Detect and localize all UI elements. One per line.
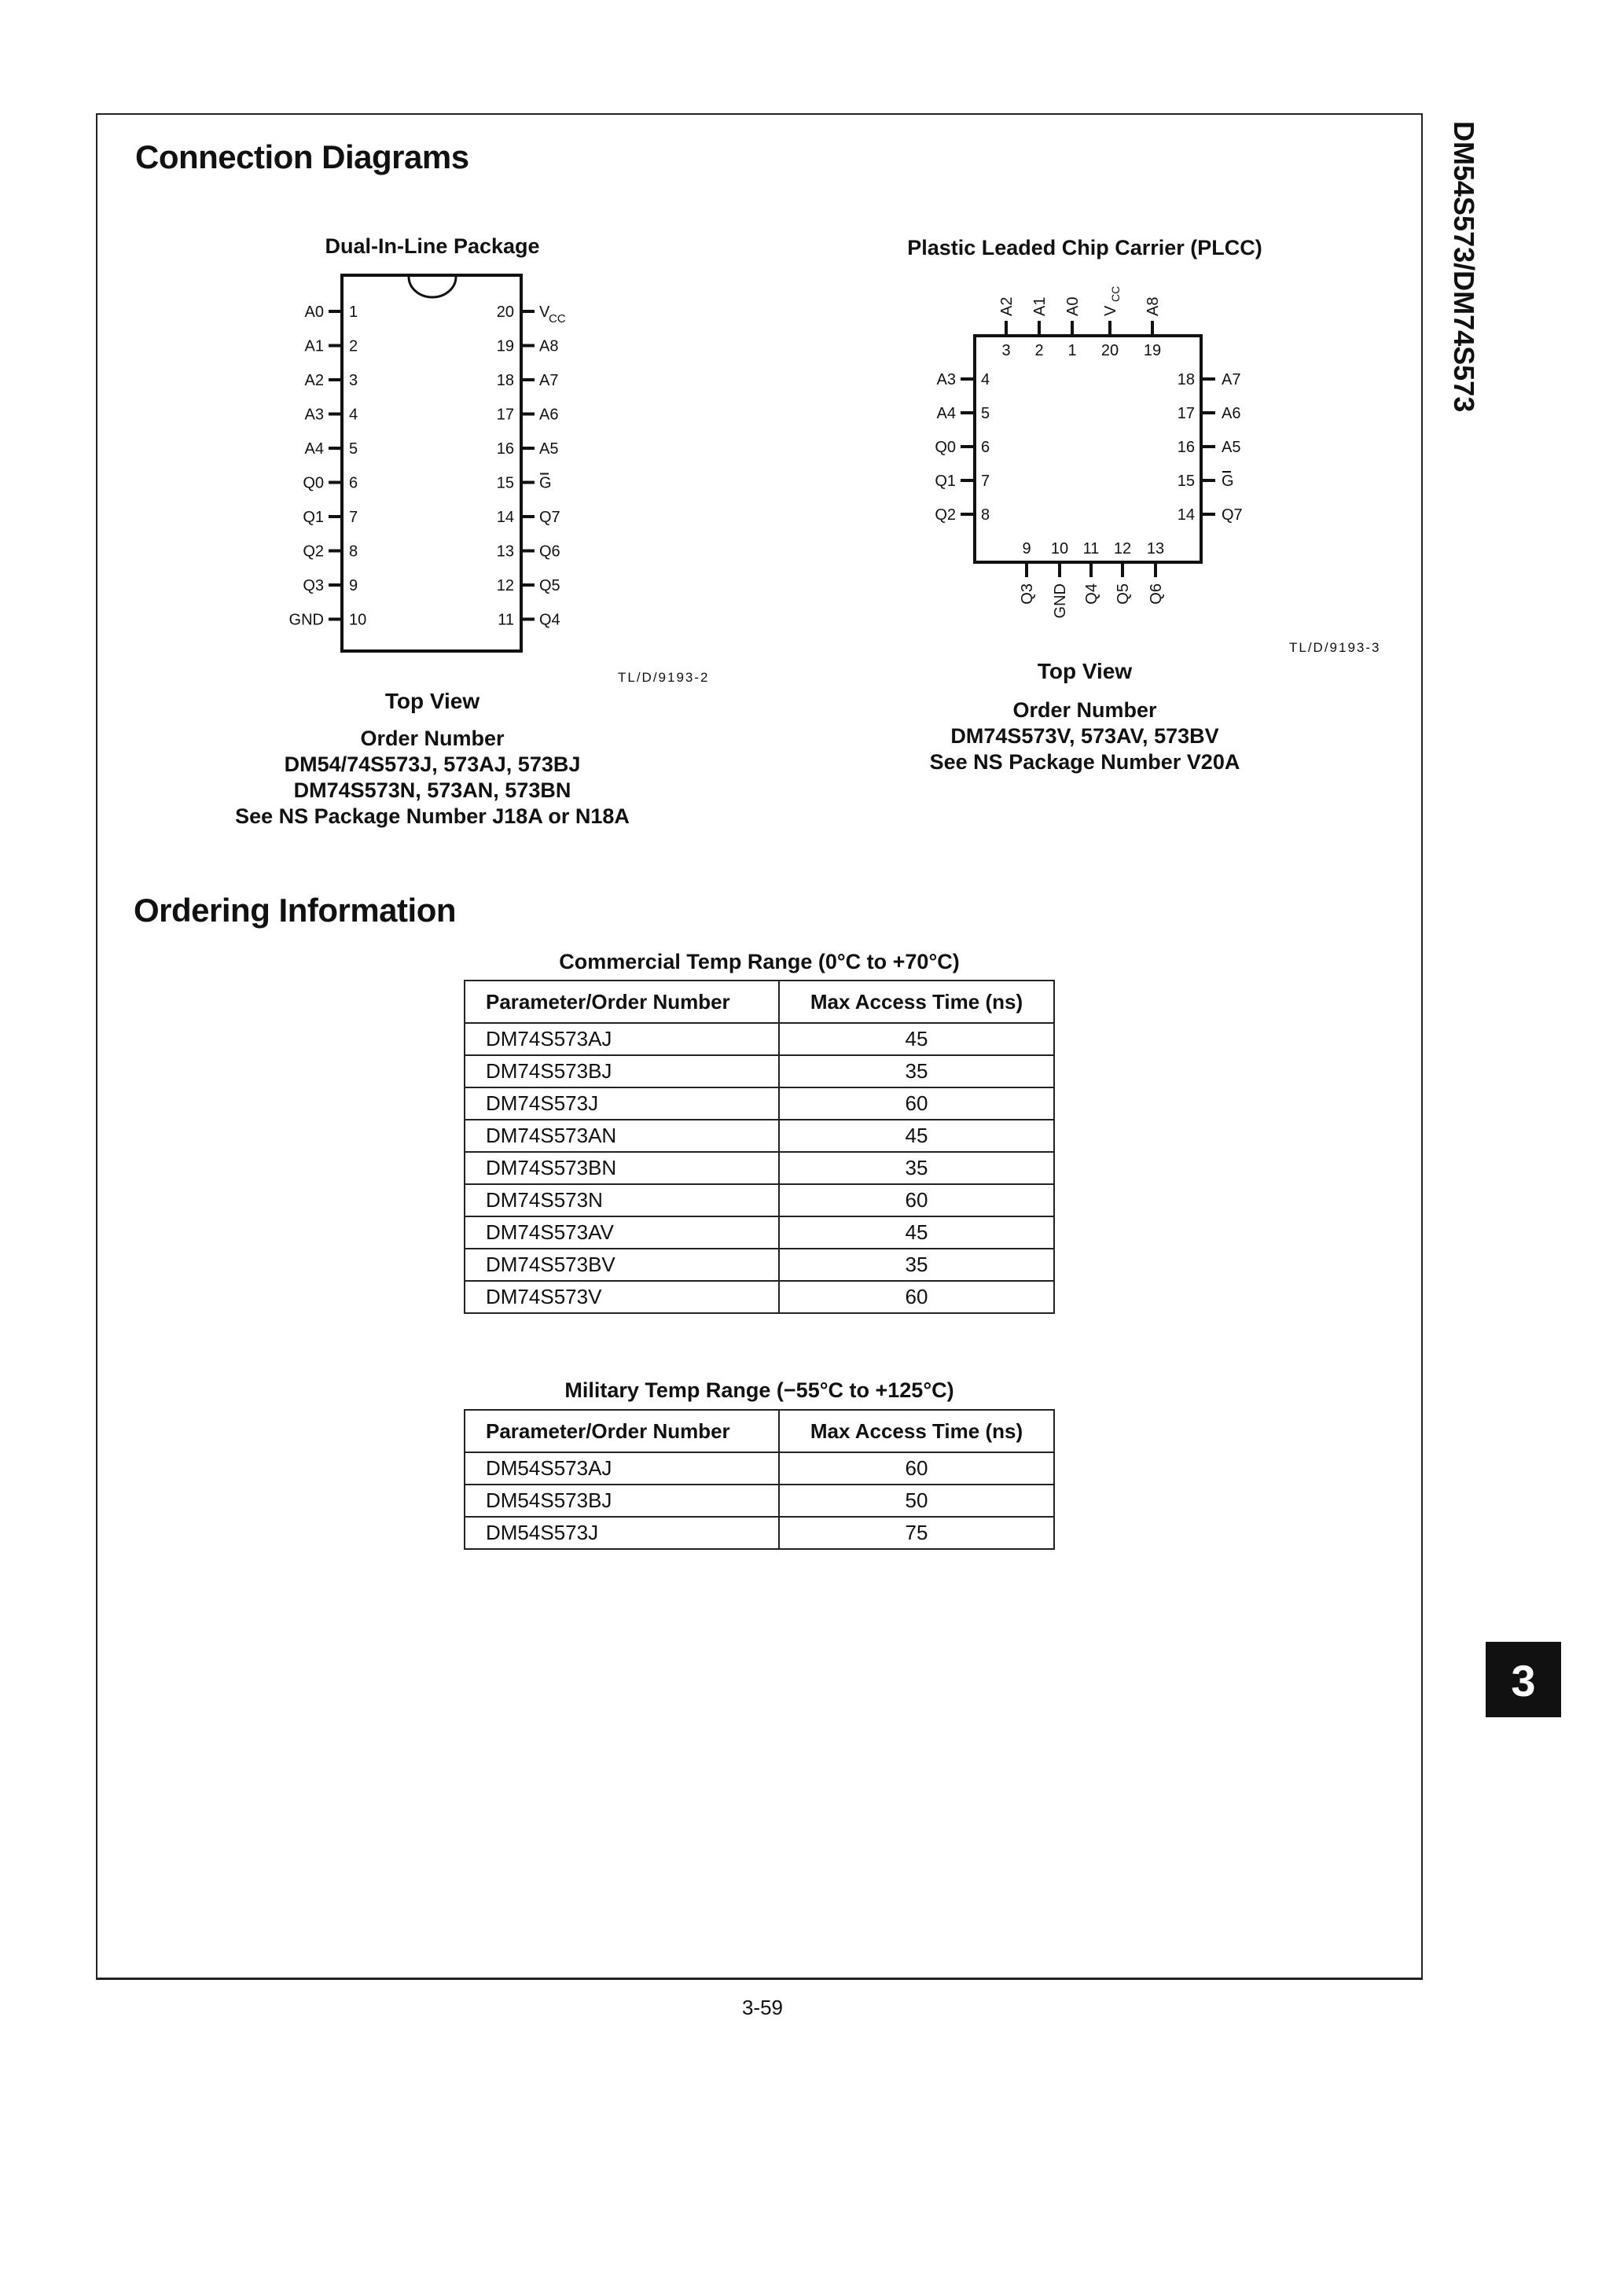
plcc-bottom-label: Q3: [1019, 583, 1036, 605]
plcc-vcc-subscript: CC: [1109, 285, 1122, 302]
plcc-bottom-label: Q5: [1115, 583, 1132, 605]
dip-right-number: 19: [496, 337, 514, 355]
plcc-left-label: Q2: [935, 506, 956, 524]
dip-left-label: A4: [304, 440, 324, 458]
plcc-left-label: Q0: [935, 439, 956, 456]
plcc-right-label: Q7: [1222, 506, 1243, 524]
order-number-cell: DM74S573AN: [465, 1120, 779, 1152]
plcc-right-label: A6: [1222, 405, 1241, 422]
plcc-top-number: 20: [1100, 342, 1119, 359]
plcc-top-number: 1: [1067, 342, 1077, 359]
plcc-order-line1: DM74S573V, 573AV, 573BV: [950, 724, 1219, 748]
dip-order-line1: DM54/74S573J, 573AJ, 573BJ: [284, 752, 581, 776]
plcc-right-number: 17: [1177, 405, 1195, 422]
plcc-right-number: 16: [1177, 439, 1195, 456]
dip-title: Dual-In-Line Package: [325, 234, 540, 258]
table-row: [465, 1087, 1054, 1120]
table-row: [465, 1452, 1054, 1485]
order-number-cell: DM74S573J: [465, 1087, 779, 1120]
dip-left-label: Q3: [303, 577, 324, 594]
plcc-right-label: G: [1222, 473, 1234, 490]
dip-right-number: 14: [496, 509, 514, 526]
dip-right-number: 12: [496, 577, 514, 594]
dip-left-number: 3: [349, 372, 358, 389]
plcc-bottom-number: 11: [1082, 540, 1100, 557]
dip-right-number: 11: [498, 611, 514, 629]
ordering-heading: Ordering Information: [134, 892, 456, 929]
access-time-cell: 45: [779, 1120, 1054, 1152]
order-number-cell: DM54S573J: [465, 1517, 779, 1549]
access-time-cell: 50: [779, 1485, 1054, 1517]
dip-left-number: 6: [349, 474, 358, 492]
plcc-right-number: 18: [1177, 371, 1195, 388]
order-number-cell: DM74S573AJ: [465, 1023, 779, 1055]
dip-right-number: 20: [496, 304, 514, 321]
dip-body: [342, 275, 521, 651]
table-row: [465, 1517, 1054, 1549]
dip-left-number: 1: [349, 304, 358, 321]
plcc-right-number: 14: [1177, 506, 1195, 524]
dip-left-number: 4: [349, 406, 358, 424]
dip-left-number: 2: [349, 337, 358, 355]
dip-left-label: Q2: [303, 543, 324, 561]
dip-right-label: Q4: [539, 611, 560, 629]
plcc-tl-code: TL/D/9193-3: [1289, 640, 1381, 655]
dip-right-label: A6: [539, 406, 559, 424]
order-number-cell: DM74S573BJ: [465, 1055, 779, 1087]
dip-right-label: Q5: [539, 577, 560, 594]
plcc-top-label: V: [1102, 305, 1119, 316]
access-time-cell: 45: [779, 1216, 1054, 1249]
dip-right-label: Q6: [539, 543, 560, 561]
dip-left-number: 5: [349, 440, 358, 458]
plcc-right-number: 15: [1177, 473, 1195, 490]
connection-heading: Connection Diagrams: [135, 138, 469, 175]
dip-right-number: 17: [496, 406, 514, 424]
dip-left-label: A1: [304, 337, 324, 355]
military-header-row: [465, 1410, 1054, 1452]
access-time-cell: 60: [779, 1281, 1054, 1313]
table-row: [465, 1055, 1054, 1087]
order-number-cell: DM74S573V: [465, 1281, 779, 1313]
access-time-cell: 60: [779, 1452, 1054, 1485]
dip-diagram: [267, 267, 613, 676]
plcc-bottom-label: Q4: [1083, 583, 1100, 605]
plcc-bottom-label: Q6: [1148, 583, 1165, 605]
plcc-order-heading: Order Number: [1012, 698, 1157, 722]
plcc-left-number: 4: [981, 371, 990, 388]
military-table: [464, 1409, 1055, 1550]
commercial-title: Commercial Temp Range (0°C to +70°C): [559, 950, 960, 973]
dip-right-number: 15: [496, 474, 514, 492]
dip-tl-code: TL/D/9193-2: [618, 670, 710, 685]
dip-right-number: 18: [496, 372, 514, 389]
access-time-cell: 75: [779, 1517, 1054, 1549]
page-number: 3-59: [741, 1996, 784, 2019]
dip-left-label: A3: [304, 406, 324, 424]
plcc-top-label: A8: [1145, 296, 1162, 316]
dip-left-label: A2: [304, 372, 324, 389]
dip-left-label: GND: [288, 611, 324, 629]
commercial-header-param: Parameter/Order Number: [465, 981, 779, 1023]
access-time-cell: 60: [779, 1087, 1054, 1120]
dip-right-label: V: [539, 304, 550, 321]
plcc-left-number: 6: [981, 439, 990, 456]
table-row: [465, 1485, 1054, 1517]
section-tab: 3: [1486, 1642, 1561, 1717]
access-time-cell: 35: [779, 1152, 1054, 1184]
plcc-body: [975, 336, 1201, 562]
plcc-top-number: 3: [1001, 342, 1011, 359]
dip-right-number: 16: [496, 440, 514, 458]
military-title: Military Temp Range (−55°C to +125°C): [564, 1378, 954, 1402]
table-row: [465, 1249, 1054, 1281]
military-header-time: Max Access Time (ns): [779, 1410, 1054, 1452]
order-number-cell: DM54S573BJ: [465, 1485, 779, 1517]
plcc-left-label: A3: [936, 371, 956, 388]
access-time-cell: 45: [779, 1023, 1054, 1055]
plcc-left-number: 7: [981, 473, 990, 490]
table-row: [465, 1216, 1054, 1249]
dip-left-number: 10: [349, 611, 367, 629]
plcc-right-label: A5: [1222, 439, 1241, 456]
access-time-cell: 35: [779, 1055, 1054, 1087]
plcc-bottom-number: 10: [1050, 540, 1069, 557]
dip-left-number: 9: [349, 577, 358, 594]
dip-right-label: A7: [539, 372, 559, 389]
order-number-cell: DM74S573AV: [465, 1216, 779, 1249]
plcc-bottom-number: 13: [1146, 540, 1165, 557]
dip-left-number: 8: [349, 543, 358, 561]
plcc-bottom-number: 12: [1113, 540, 1132, 557]
dip-right-label: A5: [539, 440, 559, 458]
plcc-diagram: [904, 275, 1297, 629]
plcc-top-view: Top View: [1037, 659, 1133, 683]
table-row: [465, 1120, 1054, 1152]
plcc-left-number: 5: [981, 405, 990, 422]
commercial-table: [464, 980, 1055, 1314]
order-number-cell: DM74S573N: [465, 1184, 779, 1216]
dip-left-label: Q0: [303, 474, 324, 492]
dip-right-label: G: [539, 474, 552, 492]
plcc-left-number: 8: [981, 506, 990, 524]
plcc-right-label: A7: [1222, 371, 1241, 388]
table-row: [465, 1281, 1054, 1313]
plcc-left-label: Q1: [935, 473, 956, 490]
plcc-bottom-number: 9: [1022, 540, 1031, 557]
dip-left-label: Q1: [303, 509, 324, 526]
access-time-cell: 35: [779, 1249, 1054, 1281]
dip-right-label: Q7: [539, 509, 560, 526]
plcc-left-label: A4: [936, 405, 956, 422]
dip-package-line: See NS Package Number J18A or N18A: [235, 804, 630, 828]
dip-notch: [409, 277, 456, 297]
dip-left-label: A0: [304, 304, 324, 321]
commercial-header-row: [465, 981, 1054, 1023]
dip-top-view: Top View: [384, 689, 480, 713]
dip-right-label: A8: [539, 337, 559, 355]
side-title: [1440, 118, 1487, 432]
plcc-top-label: A2: [998, 296, 1016, 316]
table-row: [465, 1152, 1054, 1184]
order-number-cell: DM54S573AJ: [465, 1452, 779, 1485]
order-number-cell: DM74S573BN: [465, 1152, 779, 1184]
dip-right-number: 13: [496, 543, 514, 561]
plcc-package-line: See NS Package Number V20A: [929, 750, 1240, 774]
dip-pins: [289, 304, 566, 629]
plcc-top-number: 19: [1143, 342, 1162, 359]
plcc-top-label: A0: [1064, 296, 1082, 316]
access-time-cell: 60: [779, 1184, 1054, 1216]
plcc-title: Plastic Leaded Chip Carrier (PLCC): [907, 236, 1262, 259]
dip-left-number: 7: [349, 509, 358, 526]
military-header-param: Parameter/Order Number: [465, 1410, 779, 1452]
dip-order-heading: Order Number: [360, 727, 505, 750]
side-title-text: DM54S573/DM74S573: [1448, 121, 1480, 413]
dip-order-line2: DM74S573N, 573AN, 573BN: [293, 778, 571, 802]
table-row: [465, 1184, 1054, 1216]
plcc-bottom-label: GND: [1052, 583, 1069, 619]
commercial-header-time: Max Access Time (ns): [779, 981, 1054, 1023]
plcc-top-label: A1: [1031, 296, 1049, 316]
dip-vcc-subscript: CC: [549, 312, 566, 326]
plcc-top-number: 2: [1034, 342, 1044, 359]
table-row: [465, 1023, 1054, 1055]
order-number-cell: DM74S573BV: [465, 1249, 779, 1281]
